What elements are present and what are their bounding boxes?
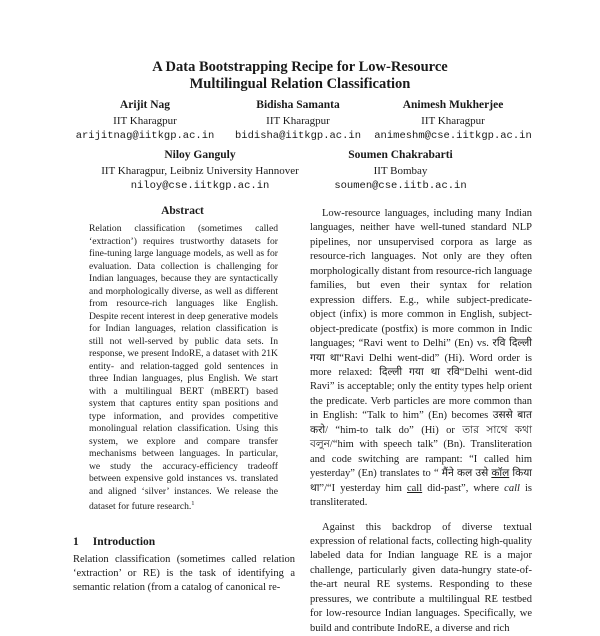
author-email: bidisha@iitkgp.ac.in: [234, 130, 362, 142]
author-name: Bidisha Samanta: [256, 99, 340, 111]
section-heading-introduction: [73, 536, 155, 548]
author-email: niloy@cse.iitkgp.ac.in: [130, 180, 270, 192]
author-affiliation: IIT Kharagpur: [421, 114, 485, 127]
author-block: [365, 98, 541, 145]
intro-paragraph-1: [310, 207, 532, 511]
author-name: Soumen Chakrabarti: [348, 149, 453, 161]
right-column: [310, 207, 532, 636]
author-affiliation: IIT Kharagpur, Leibniz University Hannover: [101, 164, 299, 177]
author-affiliation: IIT Kharagpur: [113, 114, 177, 127]
section-number: 1: [73, 536, 79, 548]
paper-title-line-1: A Data Bootstrapping Recipe for Low-Resource: [152, 59, 448, 75]
section-title: Introduction: [92, 536, 156, 548]
italic-word: call: [504, 482, 520, 494]
intro-paragraph-2: Against this backdrop of diverse textual expression of relational facts, collecting high-quality labeled data for Indian language RE is a major challenge, particularly given data-hungry state-of-the-art neural RE systems. Responding to these pressures, we contribute a multilingual RE testbed for low-resource Indian languages. Specifically, we build and contribute IndoRE, a diverse and rich: [310, 521, 532, 634]
paragraph-text: did-past”, where: [422, 482, 505, 494]
paper-title-line-2: Multilingual Relation Classification: [189, 76, 411, 92]
author-email: animeshm@cse.iitkgp.ac.in: [374, 130, 532, 142]
author-block: [85, 148, 315, 195]
author-name: Niloy Ganguly: [164, 149, 236, 161]
intro-paragraph-left: Relation classification (sometimes called relation ‘extraction’ or RE) is the task of identifying a semantic relation (from a catalog of canonical re-: [73, 554, 295, 593]
paragraph-text: किया था”/“I yesterday him: [310, 468, 533, 494]
abstract-body: [89, 223, 278, 514]
underlined-word: कॉल: [491, 468, 510, 480]
author-email: arijitnag@iitkgp.ac.in: [75, 130, 215, 142]
abstract-heading: Abstract: [161, 205, 204, 217]
author-affiliation: IIT Kharagpur: [266, 114, 330, 127]
author-block: [218, 98, 378, 145]
author-block: [318, 148, 483, 195]
author-email: soumen@cse.iitb.ac.in: [334, 180, 467, 192]
author-block: [65, 98, 225, 145]
underlined-word: call: [406, 482, 423, 494]
author-name: Arijit Nag: [119, 99, 171, 111]
author-affiliation: IIT Bombay: [373, 164, 428, 177]
abstract-text: Relation classification (sometimes called ‘extraction’) requires trustworthy datasets for fine-tuning large language models, as well as for evaluation. Data collection is challenging for Indian languages, because they are syntactically and morphologically diverse, as well as different from resource-rich languages like English. Despite recent interest in deep generative models for Indian languages, relation classification is still not well-served by public data sets. In response, we present IndoRE, a dataset with 21K entity- and relation-tagged gold sentences in three Indian languages, plus English. We start with a multilingual BERT (mBERT) based system that captures entity span positions and type information, and provides competitive monolingual relation classification. Using this system, we explore and compare transfer mechanisms between languages. In particular, we study the accuracy-efficiency tradeoff between expensive gold instances vs. translated and aligned ‘silver’ instances. We release the dataset for future research.: [89, 223, 278, 513]
author-name: Animesh Mukherjee: [402, 99, 504, 111]
footnote-mark: 1: [191, 500, 195, 507]
paragraph-text: Low-resource languages, including many Indian languages, neither have well-tuned standard NLP pipelines, nor unsupervised corpora as large as resource-rich languages. Not only are they often morphologically distant from resource-rich language families, but even their syntax for relation expression differs. E.g., while subject-predicate-object (infix) is more common in English, subject-object-predicate (postfix) is more common in Indic languages; “Ravi went to Delhi” (En) vs. रवि दिल्ली गया था“Ravi Delhi went-did” (Hi). Word order is more relaxed: दिल्ली गया था रवि“Delhi went-did Ravi” is acceptable; only the entity types help orient the predicate. Verb particles are more common than in English: “Talk to him” (En) becomes उससे बात करो/ “him-to talk do” (Hi) or তার সাথে কথা বলুন/“him with speech talk” (Bn). Transliteration and code switching are rampant: “I called him yesterday” (En) translates to “ मैंने कल उसे: [310, 208, 532, 480]
paragraph-text: is transliterated.: [310, 482, 532, 509]
